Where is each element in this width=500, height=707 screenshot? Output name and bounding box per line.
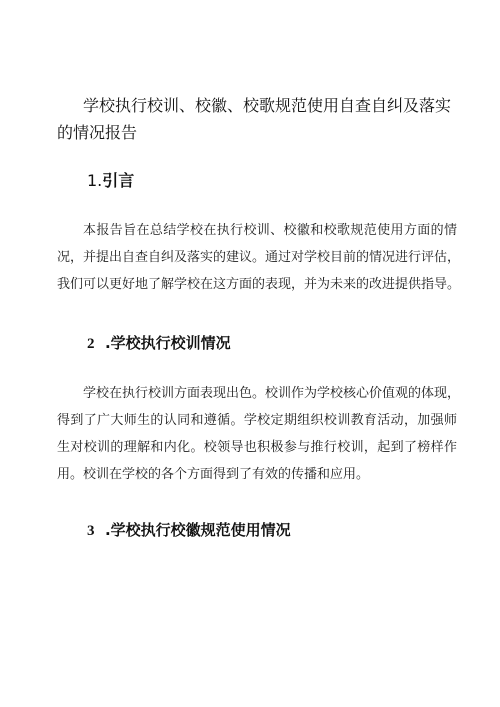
- paragraph-line: 用。校训在学校的各个方面得到了有效的传播和应用。: [57, 467, 370, 482]
- paragraph-line: 况，并提出自查自纠及落实的建议。通过对学校目前的情况进行评估，: [57, 250, 461, 265]
- section-heading-introduction: [87, 171, 134, 191]
- section-number: 3: [87, 523, 95, 539]
- section-paragraph-introduction: [57, 217, 461, 298]
- paragraph-line: 得到了广大师生的认同和遵循。学校定期组织校训教育活动，加强师: [57, 413, 457, 428]
- section-heading-motto: [87, 333, 231, 354]
- paragraph-line: 本报告旨在总结学校在执行校训、校徽和校歌规范使用方面的情: [83, 223, 457, 238]
- section-number: 1.: [87, 171, 103, 190]
- section-heading-text: .学校执行校训情况: [104, 334, 231, 352]
- paragraph-line: 我们可以更好地了解学校在这方面的表现，并为未来的改进提供指导。: [57, 277, 461, 292]
- section-heading-badge: [87, 520, 291, 541]
- section-paragraph-motto: [57, 380, 461, 488]
- report-title: 学校执行校训、校徽、校歌规范使用自查自纠及落实的情况报告: [57, 96, 452, 142]
- paragraph-line: 生对校训的理解和内化。校领导也积极参与推行校训，起到了榜样作: [57, 440, 457, 455]
- section-number: 2: [87, 336, 95, 352]
- paragraph-line: 学校在执行校训方面表现出色。校训作为学校核心价值观的体现，: [83, 386, 461, 401]
- section-heading-text: .学校执行校徽规范使用情况: [104, 521, 291, 539]
- section-heading-text: 引言: [102, 171, 135, 190]
